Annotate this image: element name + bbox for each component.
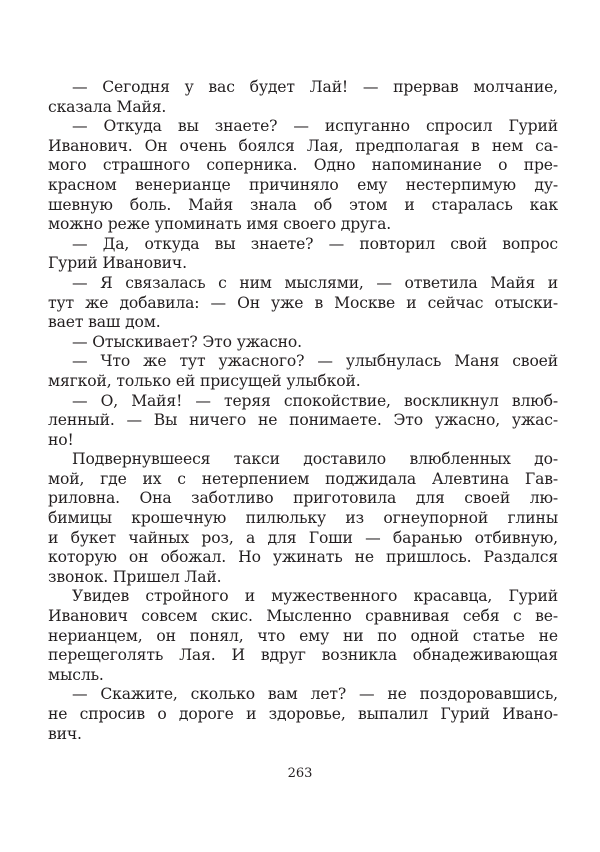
- text-line: мысль.: [48, 665, 104, 684]
- paragraph: [48, 274, 558, 333]
- text-line: Иванович. Он очень боялся Лая, предполагая в нем са-: [48, 136, 558, 155]
- text-line: мого страшного соперника. Одно напоминание о пре-: [48, 156, 558, 175]
- text-line: перещеголять Лая. И вдруг возникла обнадеживающая: [48, 646, 558, 665]
- paragraph: [48, 78, 558, 117]
- text-line: которую он обожал. Но ужинать не пришлось. Раздался: [48, 548, 558, 567]
- text-line: — Я связалась с ним мыслями, — ответила Майя и: [72, 273, 558, 292]
- text-line: мой, где их с нетерпением поджидала Алевтина Гав-: [48, 469, 558, 488]
- paragraph: [48, 450, 558, 587]
- text-line: нерианцем, он понял, что ему ни по одной статье не: [48, 626, 558, 645]
- text-line: — Скажите, сколько вам лет? — не поздоровавшись,: [72, 685, 558, 704]
- text-line: не спросив о дороге и здоровье, выпалил Гурий Ивано-: [48, 705, 558, 723]
- text-line: красном венерианце причиняло ему нестерпимую ду-: [48, 175, 558, 194]
- paragraph: [48, 685, 558, 744]
- text-line: — Да, откуда вы знаете? — повторил свой вопрос: [72, 234, 558, 253]
- text-line: ленный. — Вы ничего не понимаете. Это ужасно, ужас-: [48, 411, 558, 430]
- text-line: — О, Майя! — теряя спокойствие, воскликнул влюб-: [72, 391, 558, 410]
- paragraph: [48, 235, 558, 274]
- text-line: шевную боль. Майя знала об этом и старалась как: [48, 195, 558, 214]
- paragraph: [48, 117, 558, 235]
- text-line: и букет чайных роз, а для Гоши — баранью отбивную,: [48, 528, 558, 547]
- text-line: но!: [48, 430, 74, 449]
- text-line: сказала Майя.: [48, 97, 167, 116]
- text-line: вич.: [48, 724, 82, 743]
- text-line: — Сегодня у вас будет Лай! — прервав молчание,: [72, 78, 558, 96]
- text-line: вает ваш дом.: [48, 313, 161, 332]
- text-line: звонок. Пришел Лай.: [48, 567, 222, 586]
- paragraph: [48, 587, 558, 685]
- page-number: 263: [287, 766, 313, 781]
- text-line: Подвернувшееся такси доставило влюбленных до-: [72, 450, 558, 469]
- text-line: — Отыскивает? Это ужасно.: [72, 332, 302, 351]
- body-text: [48, 78, 558, 744]
- paragraph: [48, 352, 558, 391]
- text-line: Гурий Иванович.: [48, 254, 187, 273]
- paragraph: [48, 392, 558, 451]
- text-line: тут же добавила: — Он уже в Москве и сейчас отыски-: [48, 293, 558, 312]
- text-line: риловна. Она заботливо приготовила для своей лю-: [48, 489, 558, 508]
- text-line: Иванович совсем скис. Мысленно сравнивая себя с ве-: [48, 607, 558, 626]
- text-line: Увидев стройного и мужественного красавца, Гурий: [72, 587, 558, 606]
- text-line: — Что же тут ужасного? — улыбнулась Маня своей: [72, 352, 558, 371]
- text-line: мягкой, только ей присущей улыбкой.: [48, 371, 361, 390]
- text-line: — Откуда вы знаете? — испуганно спросил Гурий: [72, 117, 558, 136]
- paragraph: [48, 333, 558, 353]
- text-line: можно реже упоминать имя своего друга.: [48, 215, 392, 234]
- text-line: бимицы крошечную пилюльку из огнеупорной глины: [48, 509, 558, 528]
